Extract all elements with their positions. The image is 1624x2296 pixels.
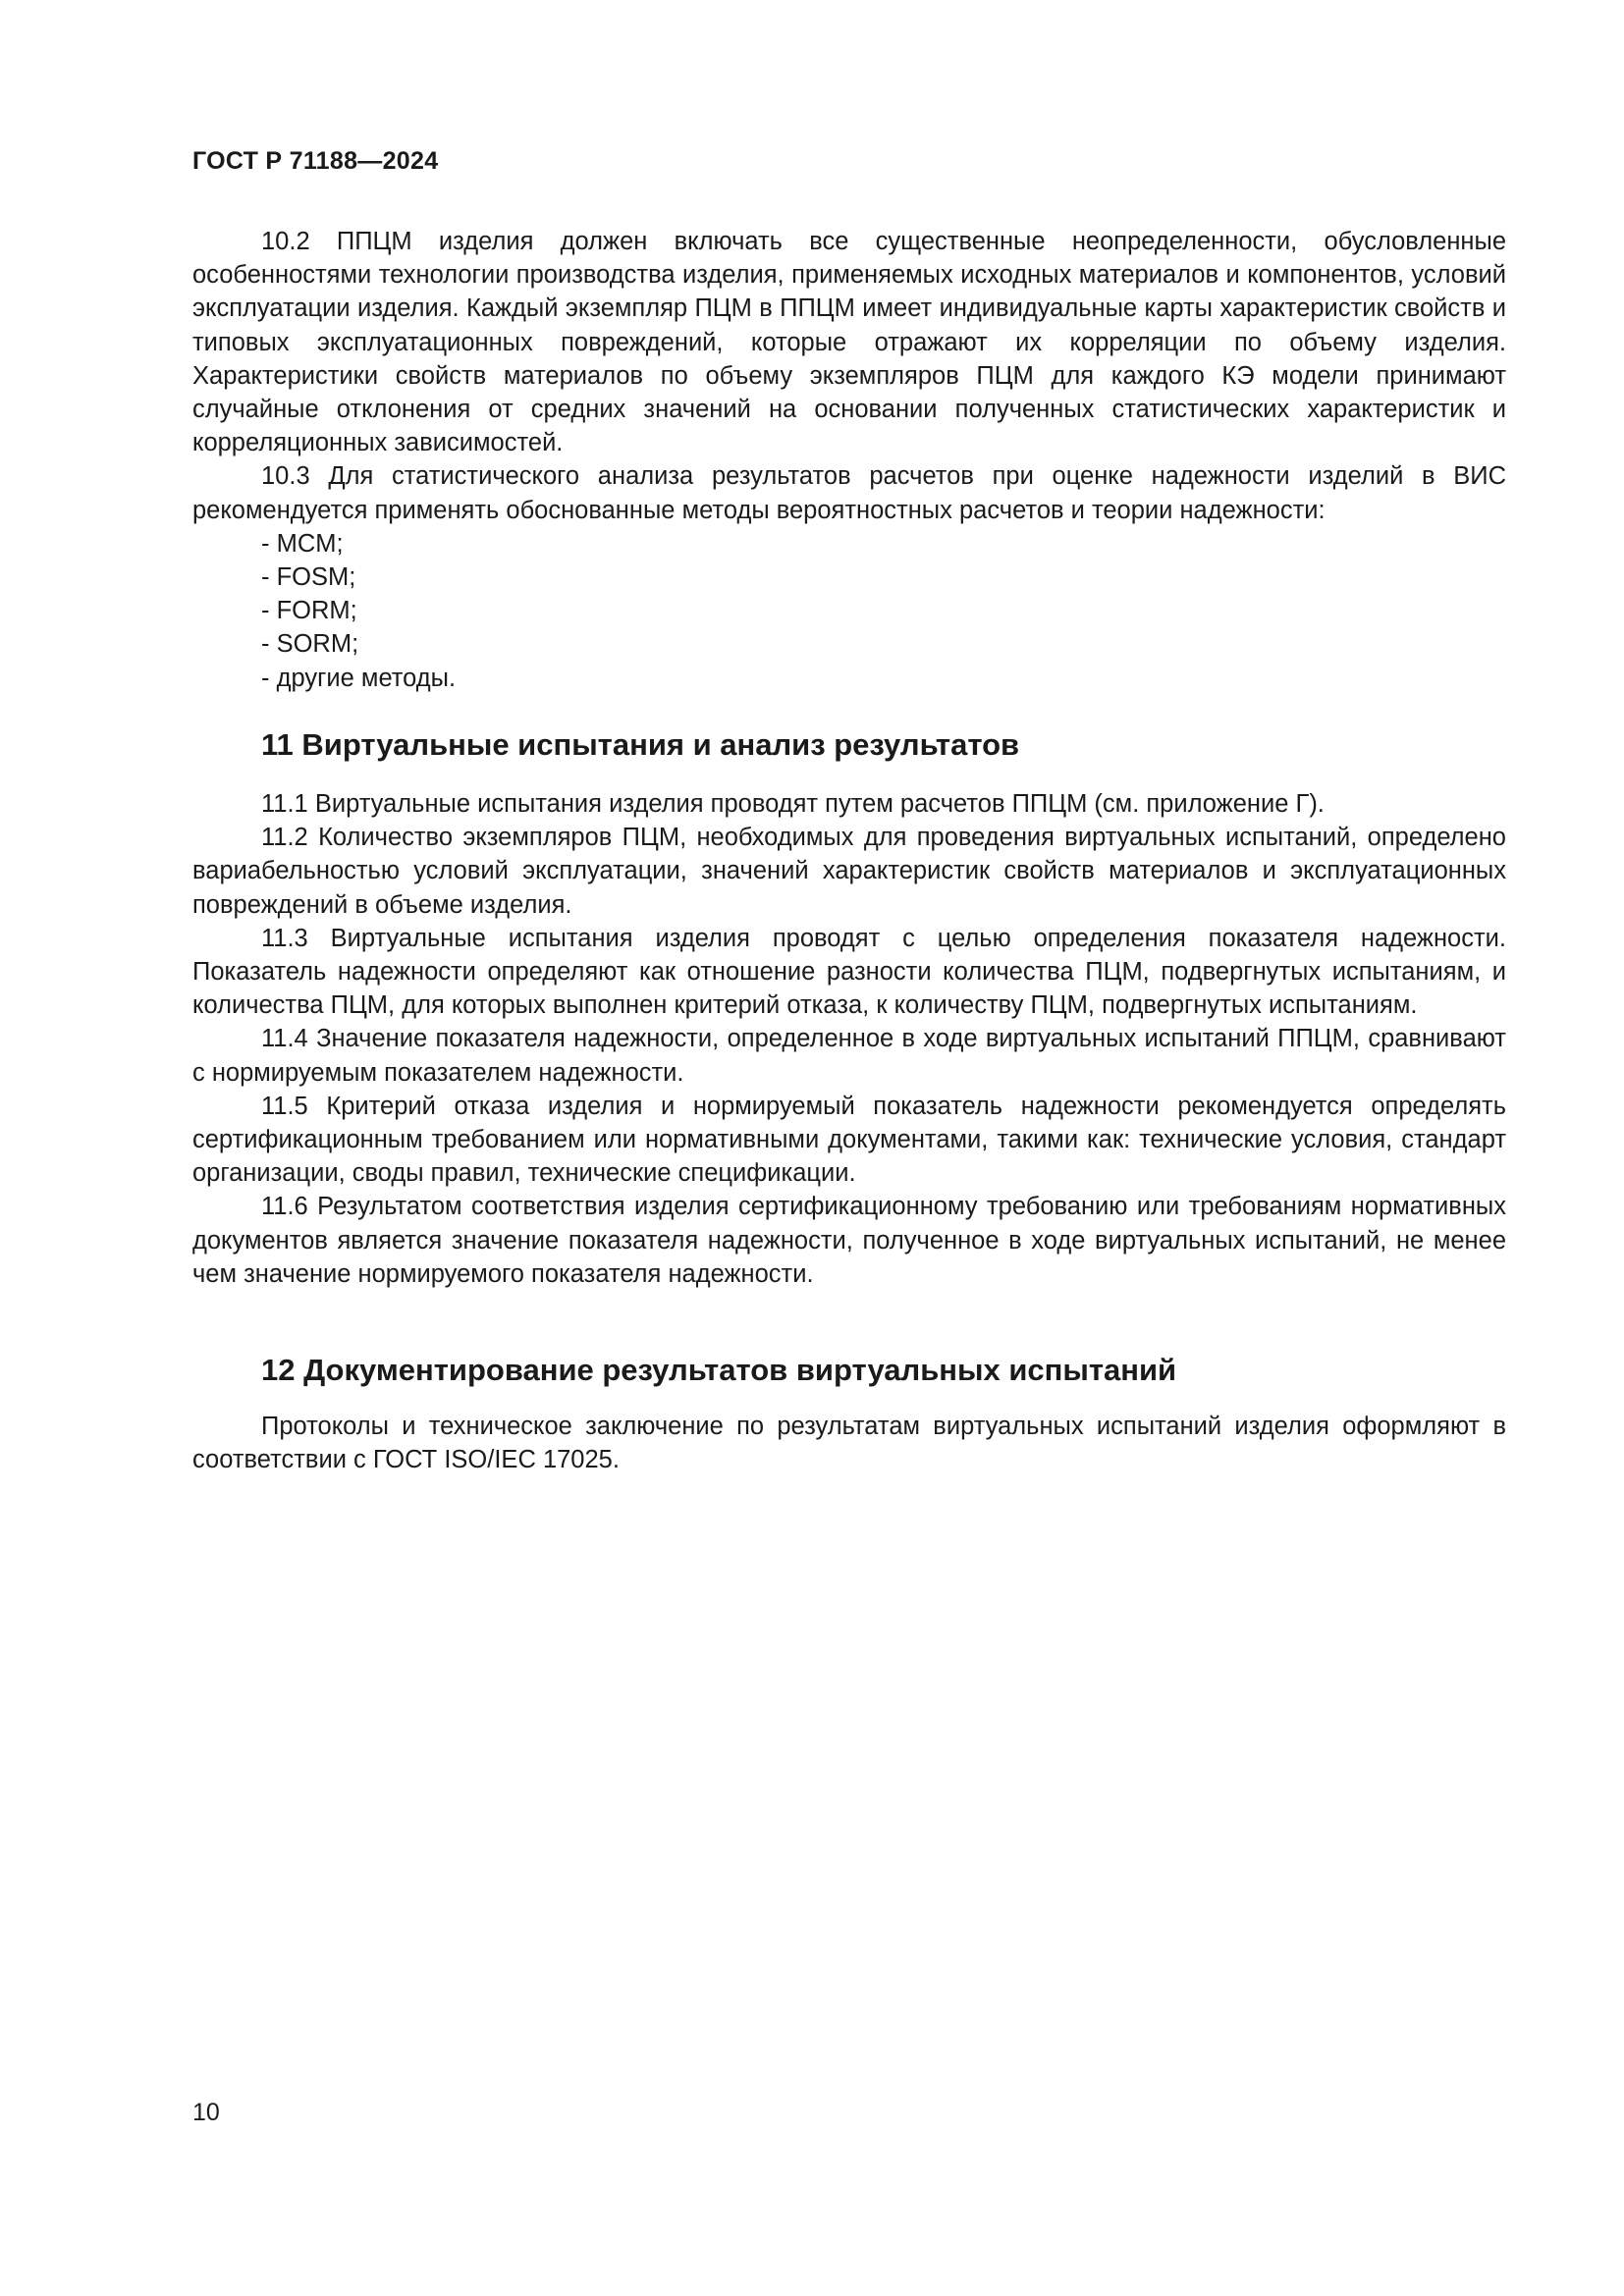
paragraph-11-6: 11.6 Результатом соответствия изделия сертификационному требованию или требованиям нормативных документов является значение показателя надежности, полученное в ходе виртуальных испытаний, не менее чем значение нормируемого показателя надежности.	[192, 1193, 1506, 1288]
paragraph-11-5: 11.5 Критерий отказа изделия и нормируемый показатель надежности рекомендуется определять сертификационным требованием или нормативными документами, такими как: технические условия, стандарт организации, своды правил, технические спецификации.	[192, 1092, 1506, 1188]
section-11-body	[192, 787, 1506, 1291]
paragraph-11-4: 11.4 Значение показателя надежности, определенное в ходе виртуальных испытаний ППЦМ, сравнивают с нормируемым показателем надежности.	[192, 1025, 1506, 1087]
list-item-method: - FOSM;	[261, 563, 356, 592]
list-item-method: - MCM;	[261, 529, 344, 558]
section-10-body	[192, 225, 1506, 695]
paragraph-12: Протоколы и техническое заключение по результатам виртуальных испытаний изделия оформляют в соответствии с ГОСТ ISO/IEC 17025.	[192, 1413, 1506, 1474]
list-item-method: - SORM;	[261, 630, 359, 659]
section-12-body	[192, 1410, 1506, 1476]
paragraph-10-3: 10.3 Для статистического анализа результатов расчетов при оценке надежности изделий в ВИС рекомендуется применять обоснованные методы вероятностных расчетов и теории надежности:	[192, 462, 1506, 524]
list-item-method: - FORM;	[261, 597, 357, 625]
paragraph-11-1: 11.1 Виртуальные испытания изделия проводят путем расчетов ППЦМ (см. приложение Г).	[261, 790, 1325, 818]
page-number: 10	[192, 2099, 220, 2126]
document-code: ГОСТ Р 71188—2024	[192, 147, 439, 175]
paragraph-11-2: 11.2 Количество экземпляров ПЦМ, необходимых для проведения виртуальных испытаний, определено вариабельностью условий эксплуатации, значений характеристик свойств материалов и эксплуатационных повреждений в объеме изделия.	[192, 824, 1506, 919]
section-12-heading: 12 Документирование результатов виртуальных испытаний	[261, 1353, 1177, 1387]
section-11-heading: 11 Виртуальные испытания и анализ результатов	[261, 727, 1020, 762]
list-item-method: - другие методы.	[261, 664, 457, 692]
paragraph-11-3: 11.3 Виртуальные испытания изделия проводят с целью определения показателя надежности. Показатель надежности определяют как отношение разности количества ПЦМ, подвергнутых испытаниям, и количества ПЦМ, для которых выполнен критерий отказа, к количеству ПЦМ, подвергнутых испытаниям.	[192, 924, 1506, 1020]
paragraph-10-2: 10.2 ППЦМ изделия должен включать все существенные неопределенности, обусловленные особенностями технологии производства изделия, применяемых исходных материалов и компонентов, условий эксплуатации изделия. Каждый экземпляр ПЦМ в ППЦМ имеет индивидуальные карты характеристик свойств и типовых эксплуатационных повреждений, которые отражают их корреляции по объему изделия. Характеристики свойств материалов по объему экземпляров ПЦМ для каждого КЭ модели принимают случайные отклонения от средних значений на основании полученных статистических характеристик и корреляционных зависимостей.	[192, 228, 1506, 457]
